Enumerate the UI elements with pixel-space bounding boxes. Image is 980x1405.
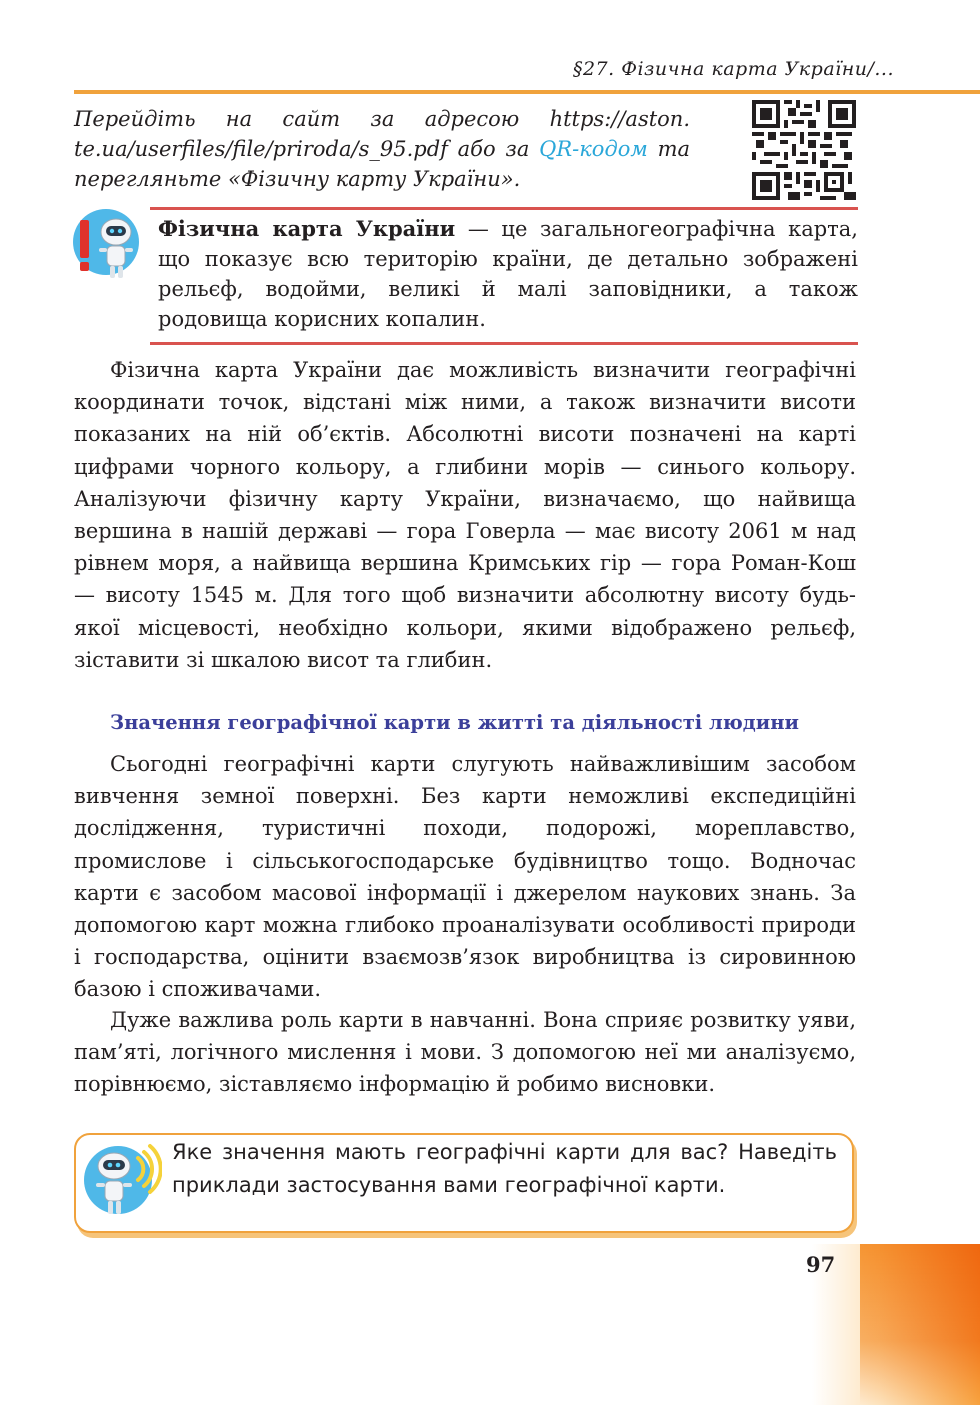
paragraph-map-importance: Сьогодні географічні карти слугують найважливішим засобом вивчення земної поверхні. Без карти неможливі експедиційні дослідження, туристичні походи, подорожі, мореплавство, промислове і сільськогосподарське будівництво тощо. Водночас карти є засобом масової інформації і джерелом наукових знань. За допомогою карт можна глибоко проаналізувати особливості природи і господарства, оцінити взаємозв’язок виробництва із сировинною базою і споживачами.	[74, 752, 856, 1002]
header-rule	[74, 90, 980, 94]
definition-term: Фізична карта України	[158, 216, 456, 241]
robot-speaking-icon	[80, 1140, 162, 1220]
robot-exclamation-icon	[72, 206, 142, 280]
page-corner-shade	[860, 1244, 980, 1405]
question-text: Яке значення мають географічні карти для вас? Наведіть приклади застосування вами географічної карти.	[172, 1140, 837, 1197]
definition-top-rule	[150, 207, 858, 210]
intro-text-after: та перегляньте «Фізичну карту України».	[74, 137, 691, 191]
qr-code-icon[interactable]	[752, 100, 856, 200]
qr-code-link[interactable]: QR-кодом	[539, 137, 648, 161]
intro-paragraph	[74, 104, 690, 194]
page-number: 97	[806, 1252, 836, 1277]
paragraph-physical-map: Фізична карта України дає можливість визначити географічні координати точок, відстані між ними, а також визначити висоти показаних на ній об’єктів. Абсолютні висоти позначені на карті цифрами чорного кольору, а глибини морів — синього кольору. Аналізуючи фізичну карту України, визначаємо, що найвища вершина в нашій державі — гора Говерла — має висоту 2061 м над рівнем моря, а найвища вершина Кримських гір — гора Роман-Кош — висоту 1545 м. Для того щоб визначити абсолютну висоту будь-якої місцевості, необхідно кольори, якими відображено рельєф, зіставити зі шкалою висот та глибин.	[74, 358, 856, 672]
intro-text-before: Перейдіть на сайт за адресою https://aston. te.ua/userfiles/file/priroda/s_95.pdf або за	[74, 107, 690, 161]
definition-text: — це загальногеографічна карта, що показує всю територію країни, де детально зображені рельєф, водойми, великі й малі заповідники, а також родовища корисних копалин.	[158, 217, 858, 331]
running-header: §27. Фізична карта України/...	[572, 58, 894, 80]
definition-bottom-rule	[150, 342, 858, 345]
section-subheading: Значення географічної карти в житті та діяльності людини	[110, 711, 799, 734]
paragraph-map-education: Дуже важлива роль карти в навчанні. Вона сприяє розвитку уяви, пам’яті, логічного мислення і мови. З допомогою неї ми аналізуємо, порівнюємо, зіставляємо інформацію й робимо висновки.	[74, 1008, 856, 1097]
definition-block	[158, 214, 858, 334]
